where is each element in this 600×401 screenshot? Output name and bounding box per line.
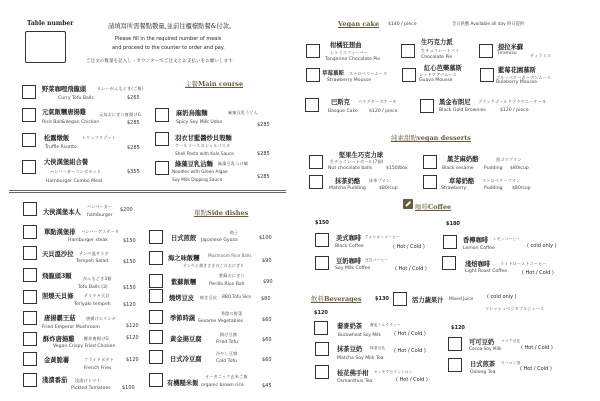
- item-name-en: Mushroom Rice Balls: [208, 253, 252, 258]
- item-price: $90: [263, 279, 273, 285]
- vegan-cake-price-note: $140 / piece: [388, 22, 417, 27]
- item-option: ( Hot / Cold ): [396, 377, 428, 383]
- item-name-jp: 生チョコレートパイ: [421, 48, 460, 53]
- qty-box-fried-emperor-mushroom[interactable]: [23, 311, 37, 325]
- item-name-zh: 麻奶烏龍麵: [176, 110, 208, 117]
- item-name-zh: 日式煎餃: [171, 235, 197, 242]
- item-name-jp: 季節の野菜: [221, 311, 243, 316]
- beverages-title-en: Beverages: [324, 295, 362, 303]
- item-name-zh: 提拉米蘇: [498, 44, 524, 51]
- qty-box-matcha-soy-milk-tea[interactable]: [315, 342, 329, 356]
- item-name-zh: 黑芝麻奶酪: [447, 156, 479, 163]
- item-name-zh: 照燒天貝條: [42, 293, 74, 300]
- item-name-jp: 紫蘇おにぎり: [219, 273, 245, 278]
- item-name-jp: 酥炸唐揚げG: [84, 336, 109, 341]
- qty-box-black-gold-brownies[interactable]: [420, 99, 434, 113]
- qty-box-japanese-gyoza[interactable]: [149, 230, 163, 244]
- item-name-jp: ウーロン茶: [501, 361, 521, 365]
- item-price: $45: [262, 383, 272, 389]
- qty-box-tiramisu[interactable]: [479, 44, 493, 58]
- qty-box-blueberry-mousse[interactable]: [480, 68, 494, 82]
- item-name-zh: 日式冷豆腐: [170, 356, 202, 363]
- qty-box-organic-brown-rice[interactable]: [149, 373, 163, 387]
- qty-box-lemon-coffee[interactable]: [443, 235, 457, 249]
- item-name-en: Fried Emperor Mushroom: [42, 325, 100, 330]
- item-name-jp: 生チョコレートボール(7個): [330, 159, 384, 164]
- qty-box-curry-tofu-balls[interactable]: [22, 85, 36, 99]
- item-option: ( Hot / Cold ): [393, 244, 425, 250]
- vegan-desserts-title: [391, 133, 471, 142]
- item-name-jp: 焼き豆皮: [200, 295, 218, 300]
- item-option: ( Hot / Cold ): [394, 331, 426, 337]
- item-name-zh: 唐揚霸王菇: [44, 315, 76, 322]
- item-name-jp: テリヤキ天貝: [84, 293, 110, 298]
- qty-box-chocolate-pie[interactable]: [401, 44, 415, 58]
- qty-box-nut-chocolate-balls[interactable]: [309, 155, 323, 169]
- item-name-en: Lemon Coffee: [463, 246, 495, 251]
- item-name-zh: 豆奶咖啡: [336, 258, 362, 265]
- qty-box-tofu-balls-3[interactable]: [23, 268, 37, 282]
- item-name-jp: 豆乳コーヒー: [365, 258, 389, 262]
- item-name-en-2: Pudding: [484, 166, 503, 171]
- item-name-en: Tiramisu: [497, 51, 517, 56]
- item-price: $285: [257, 174, 270, 180]
- item-name-zh: 淺焙咖啡: [465, 261, 491, 268]
- item-name-zh: 有機糙米飯: [167, 380, 199, 387]
- item-name-en-2: Soy Milk Dipping Sauce: [172, 178, 223, 183]
- item-name-jp: ハンバーガーコンボセット: [50, 169, 102, 174]
- coffee-bean-icon: [403, 199, 413, 209]
- item-price: $200: [120, 207, 133, 213]
- item-name-jp: 蕎麦ミルクティー: [370, 323, 401, 327]
- item-name-en: Matcha Pudding: [329, 186, 366, 191]
- item-price: $120 / piece: [369, 109, 398, 114]
- mixed-juice-price: $130: [375, 296, 389, 302]
- item-name-jp: がんもどき3個: [83, 276, 112, 281]
- item-price: $80: [261, 296, 271, 302]
- section-divider: [9, 190, 286, 193]
- item-name-en: Sesame Vegetables: [198, 319, 244, 324]
- qty-box-pickled-tomatoes[interactable]: [23, 373, 37, 387]
- item-name-en: Cocoa Soy Milk: [469, 347, 502, 352]
- item-name-zh: 金黃脆薯: [44, 357, 70, 364]
- item-name-jp: ティラミス: [530, 53, 552, 58]
- qty-box-black-coffee[interactable]: [315, 233, 329, 247]
- item-name-jp: レッドグアバムース: [419, 72, 457, 77]
- qty-box-mixed-juice[interactable]: [393, 292, 407, 306]
- item-name-en: Teriyaki tempeh: [74, 302, 111, 307]
- item-name-en: Black Gold Brownies: [439, 108, 486, 113]
- qty-box-matcha-pudding[interactable]: [309, 175, 323, 189]
- item-name-zh: 綠藻豆乳沾麵: [175, 161, 213, 168]
- item-name-jp: ブルーベリーガーデンムース: [496, 75, 552, 80]
- item-name-en: Guava Mousse: [419, 78, 453, 83]
- qty-box-strawberry-mousse[interactable]: [306, 68, 320, 82]
- qty-box-truffle-risotto[interactable]: [22, 133, 36, 147]
- item-name-zh: 藍莓花園慕斯: [498, 67, 536, 74]
- qty-box-shell-pasta-kale[interactable]: [155, 132, 169, 146]
- beverages-price-right: $120: [451, 325, 465, 331]
- item-name-en: Tofu Balls (3): [78, 285, 108, 290]
- qty-box-mushroom-rice-balls[interactable]: [149, 251, 163, 265]
- item-name-jp: ストロベリームース: [349, 71, 388, 76]
- item-name-en: Tangerine Chocolate Pie: [325, 57, 381, 62]
- item-name-zh: 草莓慕斯: [322, 71, 345, 77]
- item-name-jp: テンペと焼きさきのこのおにぎり: [183, 263, 245, 268]
- qty-box-soy-milk-coffee[interactable]: [315, 256, 329, 270]
- item-name-jp: 唐揚げエリンギ: [86, 316, 117, 321]
- mixed-juice-en: Mixed Juice: [449, 297, 474, 302]
- beverages-title: [311, 294, 362, 303]
- item-name-en: Hamburger steak: [68, 238, 108, 243]
- item-option: ( Hot / Cold ): [520, 366, 552, 372]
- item-name-jp: ハンバーガー: [87, 204, 113, 209]
- qty-box-vegan-crispy-fried-chicken[interactable]: [23, 332, 37, 346]
- item-name-en: Buckwheat Soy Milk: [338, 333, 381, 338]
- item-name-en: Basque Cake: [328, 109, 358, 114]
- item-price: $80/cup: [379, 186, 398, 191]
- item-price: $285: [257, 151, 270, 157]
- qty-box-osmanthus-tea[interactable]: [315, 365, 329, 379]
- main-course-title: [185, 79, 243, 88]
- item-name-zh: 蕎麥奶茶: [337, 323, 363, 330]
- item-name-jp: 抹茶豆乳: [370, 346, 386, 350]
- side-dishes-title-zh: 單點: [194, 209, 207, 217]
- item-name-en: Pickled Tomatoes: [71, 386, 111, 391]
- item-price: $150: [123, 238, 136, 244]
- item-price: $355: [127, 169, 140, 175]
- qty-box-hamburger-steak[interactable]: [23, 225, 37, 239]
- item-price: $60: [262, 357, 272, 363]
- item-name-zh: 燒烤豆皮: [169, 295, 195, 302]
- coffee-price-right: $180: [446, 221, 460, 227]
- item-price: $120: [123, 302, 136, 308]
- item-name-en: Osmanthus Tea: [337, 379, 373, 384]
- instruction-jp: ご注文の数量を記入し・カウンターでご注文とお支払いをお願いします: [86, 59, 233, 64]
- item-name-zh: 大俠漢堡本人: [43, 209, 81, 216]
- item-price: $60: [262, 317, 272, 323]
- item-name-jp: ハンバーグステーキ: [81, 229, 120, 234]
- qty-box-tempeh-salad[interactable]: [23, 246, 37, 260]
- item-option: ( Hot / Cold ): [521, 345, 553, 351]
- qty-box-noodles-green-algae[interactable]: [155, 161, 169, 175]
- item-name-en: Cold Tofu: [216, 359, 238, 364]
- qty-box-hamburger[interactable]: [23, 202, 37, 216]
- item-name-jp: フライドポテト: [84, 357, 114, 362]
- beverages-price-left: $120: [314, 310, 328, 316]
- item-name-jp: ココア豆乳: [501, 339, 521, 343]
- item-name-jp: 黒ゴマプリン: [496, 157, 522, 162]
- item-name-zh: 抹茶豆奶: [337, 346, 363, 353]
- qty-box-light-roast-coffee[interactable]: [442, 256, 456, 270]
- item-name-en: Truffle Risotto: [45, 145, 77, 150]
- item-name-zh: 草莓奶酪: [449, 178, 475, 185]
- qty-box-guava-mousse[interactable]: [402, 68, 416, 82]
- item-name-zh: 元氣飯糰唐揚雞: [42, 109, 87, 116]
- item-name-en: Strawberry Mousse: [327, 78, 372, 83]
- item-name-jp: テンペ温サラダ: [79, 251, 109, 256]
- item-option: ( Hot / Cold ): [394, 348, 426, 354]
- item-price: $120: [126, 335, 139, 341]
- qty-box-spicy-soy-milk-udon[interactable]: [155, 108, 169, 122]
- item-name-en: Perilla Rice Ball: [209, 282, 245, 287]
- item-name-jp: 揚げ豆腐: [220, 332, 238, 337]
- qty-box-rice-ball-vegan-chicken[interactable]: [22, 108, 36, 122]
- item-name-jp: 麻辣豆乳うどん: [228, 110, 259, 115]
- item-name-en: Spicy Soy Milk Udon: [176, 120, 223, 125]
- item-price: $80/cup: [510, 166, 529, 171]
- item-name-en: Hamburger Combo Meal: [46, 179, 103, 184]
- qty-box-buckwheat-soy-milk[interactable]: [314, 321, 328, 335]
- item-name-zh: 堅果生巧克力球: [339, 152, 384, 159]
- table-number-label: Table number: [27, 20, 74, 27]
- item-name-en: Chocolate Pie: [421, 55, 453, 60]
- qty-box-bbq-tofu-skin[interactable]: [149, 289, 163, 303]
- item-name-en: French Fries: [84, 366, 112, 371]
- qty-box-sesame-vegetables[interactable]: [149, 310, 163, 324]
- main-course-title-zh: 主餐: [185, 80, 198, 88]
- item-name-en: Light Roast Coffee: [465, 269, 508, 274]
- item-name-en: Vegan Crispy Fried Chicken: [53, 344, 116, 349]
- qty-box-strawberry-pudding[interactable]: [423, 175, 437, 189]
- item-name-zh: 抹茶奶酪: [335, 178, 361, 185]
- item-name-zh: 松露燉飯: [44, 135, 70, 142]
- qty-box-fried-tofu[interactable]: [149, 330, 163, 344]
- item-name-jp: 浅漬けトマト: [75, 378, 101, 383]
- item-name-jp: カレーがんもどき(ご飯): [97, 86, 144, 91]
- item-price: $80/cup: [512, 186, 531, 191]
- item-name-zh: 大俠漢堡組合餐: [44, 159, 89, 166]
- item-name-jp: 冷やし豆腐: [216, 351, 238, 356]
- qty-box-french-fries[interactable]: [23, 352, 37, 366]
- item-name-zh: 野菜咖哩飛龍頭: [42, 86, 87, 93]
- item-name-jp: ストロベリープリン: [482, 178, 521, 183]
- item-name-en: Fried Tofu: [216, 340, 239, 345]
- coffee-title-en: Coffee: [428, 203, 452, 211]
- item-price: $150: [123, 285, 136, 291]
- side-dishes-title: [194, 208, 248, 217]
- item-name-en: Soy Milk Coffee: [335, 266, 371, 271]
- item-name-zh: 香檸咖啡: [463, 237, 489, 244]
- item-option: ( Hot / Cold ): [395, 266, 427, 272]
- item-name-zh: 羽衣甘藍醬炒貝殼麵: [175, 135, 232, 142]
- item-name-en: Buleberry Mousse: [496, 80, 538, 85]
- qty-box-perilla-rice-ball[interactable]: [149, 274, 163, 288]
- item-price: $120 / piece: [500, 108, 529, 113]
- item-name-en: Shell Pasta with Kale Sauce: [175, 152, 234, 157]
- item-name-en: Tempeh Salad: [76, 259, 109, 264]
- item-price: $100: [122, 385, 135, 391]
- qty-box-hamburger-combo-meal[interactable]: [22, 160, 36, 174]
- table-number-input[interactable]: [25, 31, 66, 63]
- item-name-en: Rice Ball&Vegan Chicken: [42, 120, 100, 125]
- coffee-price-left: $150: [315, 220, 329, 226]
- instruction-zh: 請填寫所需餐點數量,並前往櫃檯點餐&付款。: [108, 23, 236, 30]
- item-name-jp: 緑藻豆乳つけ麺: [218, 161, 249, 166]
- item-name-zh: 海之味飯糰: [168, 255, 200, 262]
- item-name-en: Oolong Tea: [470, 370, 496, 375]
- item-name-zh: 黑金布朗尼: [439, 99, 471, 106]
- mixed-juice-option: ( cold only ): [487, 294, 517, 300]
- instruction-en-2: and proceed to the counter to order and pay.: [112, 45, 225, 51]
- item-name-en: Curry Tofu Balls: [58, 96, 94, 101]
- item-name-en-2: Pudding: [484, 186, 503, 191]
- mixed-juice-jp: フレッシュベジタブルジュース: [485, 306, 545, 311]
- item-name-zh: 生巧克力派: [421, 39, 453, 46]
- item-name-jp: 餃子: [230, 230, 239, 235]
- qty-box-cold-tofu[interactable]: [149, 350, 163, 364]
- item-name-zh: 單點漢堡排: [44, 229, 76, 236]
- qty-box-tangerine-chocolate-pie[interactable]: [306, 44, 320, 58]
- item-price: $285: [257, 122, 270, 128]
- main-course-title-en: Main course: [198, 80, 244, 88]
- item-name-jp: レモンコーヒー: [493, 237, 521, 241]
- item-name-en: Black sesame: [442, 166, 474, 171]
- vegan-desserts-title-en: vegan desserts: [417, 134, 471, 142]
- item-price: $150/box: [386, 166, 408, 171]
- item-name-jp: アメリカンコーヒー: [365, 235, 400, 239]
- mixed-juice-zh: 活力蔬果汁: [412, 297, 444, 304]
- item-price: $285: [127, 145, 140, 151]
- item-option: ( Hot / Cold ): [522, 270, 554, 276]
- item-price: $285: [127, 120, 140, 126]
- item-name-en: Japanese Gyoza: [201, 238, 238, 243]
- side-dishes-title-en: Side dishes: [207, 209, 249, 217]
- item-name-en: Matcha Soy Milk Tea: [337, 356, 384, 361]
- item-name-jp: シトラスフィーバー: [330, 50, 369, 55]
- item-name-zh: 季節時蔬: [170, 315, 196, 322]
- item-name-en: hamburger: [87, 213, 113, 218]
- item-name-jp: ブラックゴールドブラウニーケーキ: [478, 99, 547, 104]
- item-price: $90: [262, 258, 272, 264]
- item-name-jp: トリュフリゾット: [82, 135, 116, 140]
- item-price: $60: [262, 337, 272, 343]
- item-name-jp: キンモクセイシトロン: [374, 370, 413, 374]
- item-name-jp: ライトローストコーヒー: [500, 261, 547, 266]
- item-name-en: Black Coffee: [335, 244, 364, 249]
- item-name-en: Nut chocolate balls: [328, 166, 373, 171]
- vegan-cake-title: Vegan cake: [338, 20, 380, 28]
- item-name-zh: 紅心芭樂慕斯: [424, 65, 462, 72]
- item-option: ( cold only ): [527, 243, 557, 249]
- item-price: $120: [126, 323, 139, 329]
- coffee-title: [415, 202, 451, 211]
- item-name-en: Noodles with Green Algae: [172, 170, 228, 175]
- item-name-jp: ケールソースのシェルパスタ: [175, 143, 231, 148]
- item-name-zh: 飛龍頭3顆: [42, 273, 72, 280]
- item-name-en: Strawberry: [441, 186, 467, 191]
- item-name-jp: 元気おにぎり唐揚げG: [99, 112, 142, 117]
- item-price: $150: [123, 259, 136, 265]
- item-name-zh: 淺漬番茄: [42, 377, 68, 384]
- item-name-jp: オーガニック玄米ご飯: [205, 374, 248, 379]
- item-name-en: organic brown rice: [201, 383, 244, 388]
- item-name-jp: 抹茶プリン: [369, 178, 391, 183]
- vegan-desserts-title-zh: 純素甜點: [391, 134, 417, 142]
- instruction-en-1: Please fill in the required number of meals: [115, 36, 222, 42]
- item-name-zh: 日式煎茶: [470, 361, 496, 368]
- qty-box-oolong-tea[interactable]: [448, 358, 462, 372]
- item-price: $265: [127, 95, 140, 101]
- item-name-zh: 黃金揚豆腐: [170, 336, 202, 343]
- item-name-zh: 天貝溫沙拉: [42, 251, 74, 258]
- qty-box-basque-cake[interactable]: [305, 98, 319, 112]
- item-price: $120: [126, 357, 139, 363]
- vegan-cake-availability: 全日供應 Available all day 終日提供: [452, 22, 525, 27]
- item-name-zh: 桂花佛手柑: [337, 370, 369, 377]
- qty-box-teriyaki-tempeh[interactable]: [23, 290, 37, 304]
- item-name-zh: 柑橘狂想曲: [330, 42, 362, 49]
- item-name-jp: バスクチーズケーキ: [358, 99, 397, 104]
- qty-box-black-sesame-pudding[interactable]: [423, 155, 437, 169]
- item-name-zh: 美式咖啡: [336, 235, 362, 242]
- qty-box-cocoa-soy-milk[interactable]: [448, 337, 462, 351]
- coffee-title-zh: 咖啡: [415, 203, 428, 211]
- item-price: $100: [259, 235, 272, 241]
- beverages-title-zh: 飲料: [311, 295, 324, 303]
- item-name-zh: 酥炸唐揚雞: [43, 336, 75, 343]
- item-name-zh: 可可豆奶: [469, 339, 495, 346]
- item-name-en: BBQ Tofu Skin: [222, 294, 252, 299]
- item-name-zh: 巴斯克: [331, 99, 350, 106]
- item-name-zh: 紫蘇飯糰: [171, 279, 197, 286]
